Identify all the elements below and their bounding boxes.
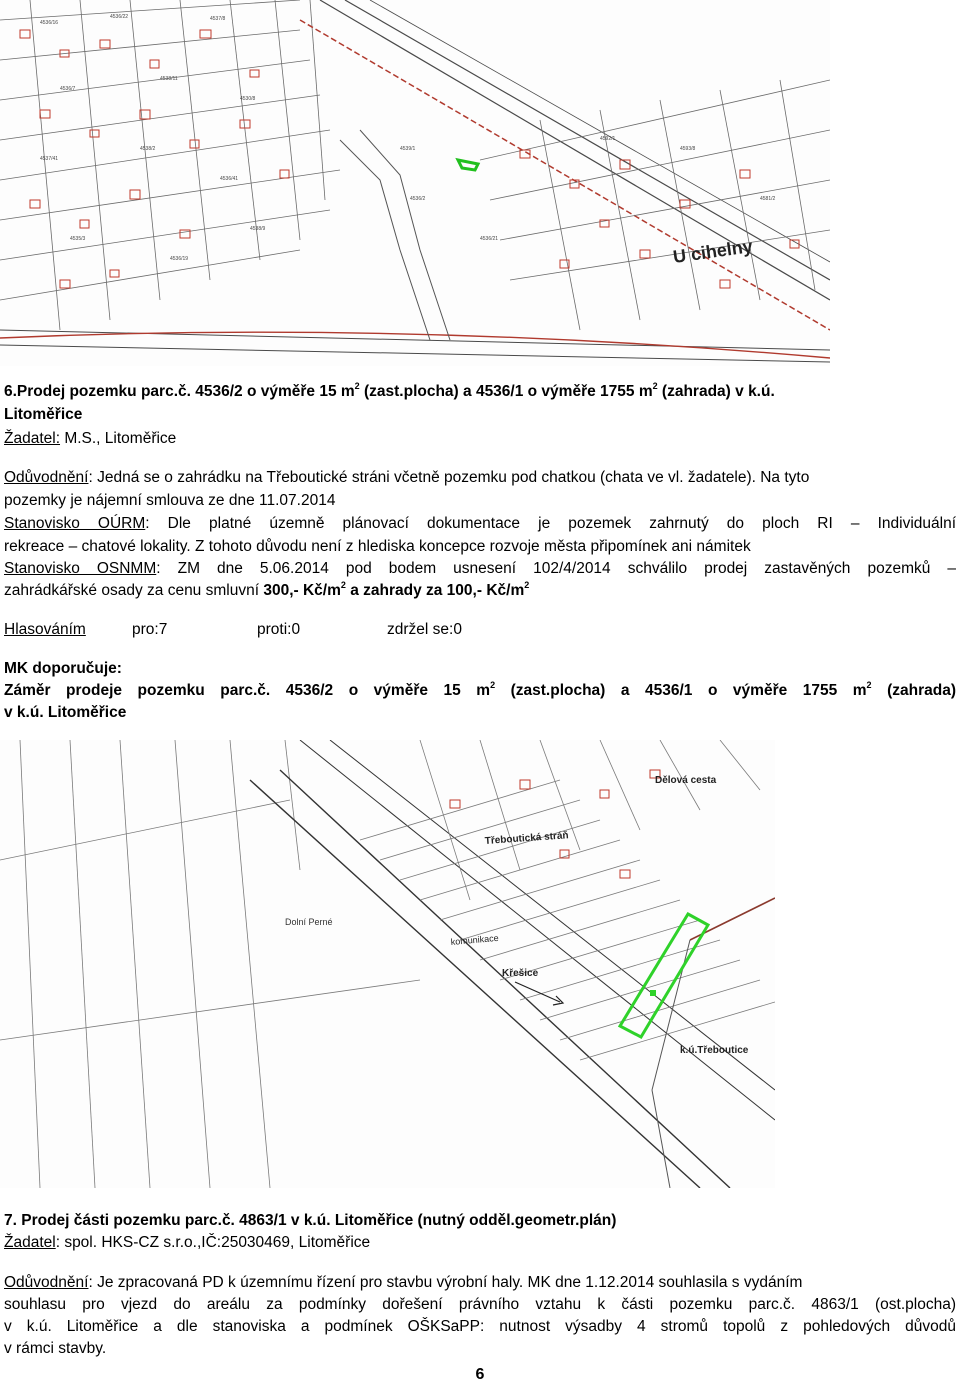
vote-abstain: zdržel se:0 <box>387 621 462 638</box>
item6-osnmm-line2: zahrádkářské osady za cenu smluvní 300,- $Kč/m^2$ a zahrady za 100,- $Kč/m^2$ <box>4 580 530 599</box>
map-label-treboutic-stran: Třeboutická stráň <box>484 830 569 847</box>
justification-label: Odůvodnění <box>4 469 89 486</box>
item6-ourm-line2: rekreace – chatové lokality. Z tohoto důvodu není z hlediska koncepce rozvoje města připomínek ani námitek <box>4 538 751 555</box>
svg-text:4530/8: 4530/8 <box>240 96 256 102</box>
item6-applicant: Žadatel: M.S., Litoměřice <box>4 430 177 447</box>
svg-text:4593/8: 4593/8 <box>680 146 696 152</box>
applicant-label-7: Žadatel <box>4 1234 56 1251</box>
svg-text:4536/2: 4536/2 <box>410 196 426 202</box>
cadastral-map-top-drawing <box>0 0 830 366</box>
item6-heading-line2: Litoměřice <box>4 406 83 423</box>
page-number: 6 <box>475 1366 485 1383</box>
item7-justification-line2: souhlasu pro vjezd do areálu za podmínky dořešení právního vztahu k části pozemku parc.č. 4863/1 (ost.plocha) <box>4 1296 956 1313</box>
cadastral-map-bottom-drawing <box>0 740 775 1188</box>
svg-text:4537/8: 4537/8 <box>210 16 226 22</box>
vote-for: pro:7 <box>132 621 168 638</box>
vote-label: Hlasováním <box>4 621 86 638</box>
svg-text:4536/21: 4536/21 <box>480 236 499 242</box>
svg-text:4537/41: 4537/41 <box>40 156 59 162</box>
svg-text:4538/9: 4538/9 <box>250 226 266 232</box>
svg-text:4536/19: 4536/19 <box>170 256 189 262</box>
svg-text:4536/16: 4536/16 <box>40 20 59 26</box>
svg-text:4536/41: 4536/41 <box>220 176 239 182</box>
svg-text:4536/7: 4536/7 <box>60 86 76 92</box>
ourm-label: Stanovisko OÚRM <box>4 515 146 532</box>
item7-justification-line3: v k.ú. Litoměřice a dle stanoviska a podmínek OŠKSaPP: nutnost výsadby 4 stromů topolů z pohledových důvodů <box>4 1318 956 1335</box>
item7-justification-line1: Odůvodnění: Je zpracovaná PD k územnímu řízení pro stavbu výrobní haly. MK dne 1.12.2014 souhlasila s vydáním <box>4 1274 803 1291</box>
item6-recommend-label: MK doporučuje: <box>4 660 122 677</box>
item7-justification-line4: v rámci stavby. <box>4 1340 107 1357</box>
item6-osnmm-line1: Stanovisko OSNMM: ZM dne 5.06.2014 pod bodem usnesení 102/4/2014 schválilo prodej zastavěných pozemků – <box>4 560 956 577</box>
map-label-dolni-perne: Dolní Perné <box>285 917 333 927</box>
cadastral-map-top <box>0 0 830 366</box>
map-label-komunikace: komunikace <box>450 932 500 947</box>
svg-text:4592/1: 4592/1 <box>600 136 616 142</box>
map-label-ku-treboutice: k.ú.Třeboutice <box>680 1045 749 1056</box>
svg-text:4535/3: 4535/3 <box>70 236 86 242</box>
svg-text:4536/22: 4536/22 <box>110 14 129 20</box>
item6-recommend-line2: v k.ú. Litoměřice <box>4 704 127 721</box>
item7-applicant: Žadatel: spol. HKS-CZ s.r.o.,IČ:25030469, Litoměřice <box>4 1234 371 1251</box>
map-label-kresice: Křešice <box>502 968 539 979</box>
map-label-u-cihelny: U cihelny <box>671 236 754 267</box>
item6-recommend-line1: Záměr prodeje pozemku parc.č. 4536/2 o výměře 15 $m^2$ (zast.plocha) a 4536/1 o výměře 1755 $m^2$ (zahrada) <box>4 680 956 699</box>
applicant-label: Žadatel: <box>4 430 61 447</box>
svg-text:4539/1: 4539/1 <box>400 146 416 152</box>
map-label-delova-cesta: Dělová cesta <box>655 775 717 786</box>
justification-label-7: Odůvodnění <box>4 1274 89 1291</box>
svg-text:4538/2: 4538/2 <box>140 146 156 152</box>
svg-text:4538/11: 4538/11 <box>160 76 178 82</box>
item6-justification-line2: pozemky je nájemní smlouva ze dne 11.07.2014 <box>4 492 336 509</box>
item6-heading-line1: 6.Prodej pozemku parc.č. 4536/2 o výměře 15 $m^2$ (zast.plocha) a 4536/1 o výměře 1755 $m^2$ (zahrada) v k.ú. <box>4 381 775 400</box>
item6-justification-line1: Odůvodnění: Jedná se o zahrádku na Třeboutické stráni včetně pozemku pod chatkou (chata ve vl. žadatele). Na tyto <box>4 469 810 486</box>
item6-vote <box>4 619 956 640</box>
item6-ourm-line1: Stanovisko OÚRM: Dle platné územně plánovací dokumentace je pozemek zahrnutý do ploch RI – Individuální <box>4 515 956 532</box>
cadastral-map-bottom <box>0 740 775 1188</box>
item7-heading: 7. Prodej části pozemku parc.č. 4863/1 v k.ú. Litoměřice (nutný odděl.geometr.plán) <box>4 1212 617 1229</box>
svg-text:4581/2: 4581/2 <box>760 196 776 202</box>
osnmm-label: Stanovisko OSNMM <box>4 560 157 577</box>
vote-against: proti:0 <box>257 621 301 638</box>
